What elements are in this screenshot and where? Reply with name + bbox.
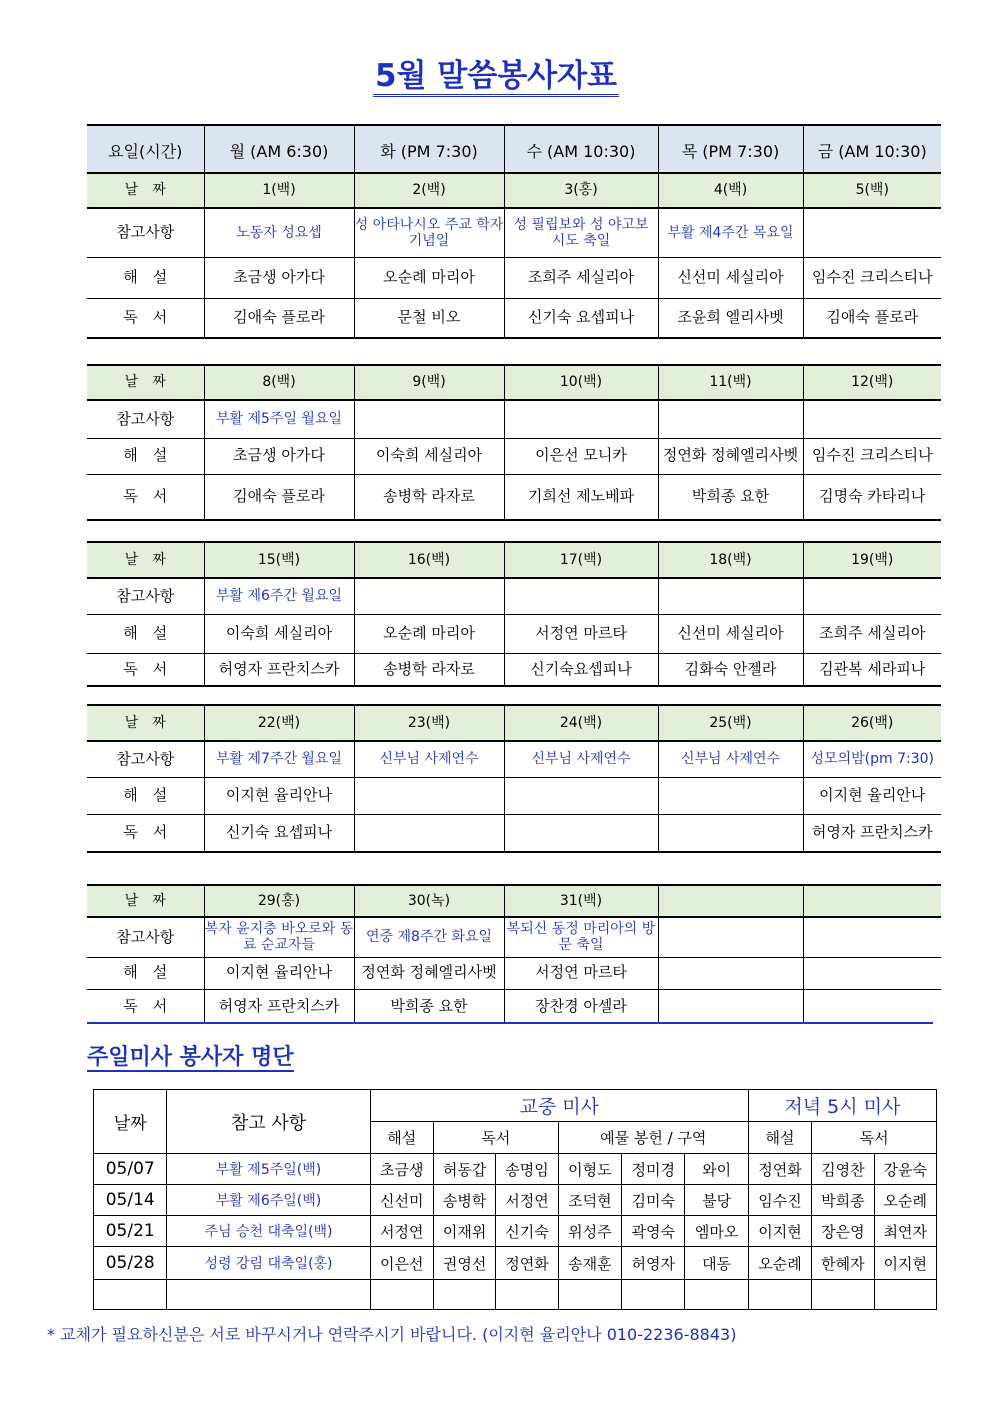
row-label-note: 참고사항 bbox=[87, 741, 204, 777]
reading-cell: 허영자 프란치스카 bbox=[803, 814, 941, 852]
row-label-note: 참고사항 bbox=[87, 917, 204, 957]
empty-cell bbox=[496, 1280, 558, 1310]
reading-cell: 허영자 프란치스카 bbox=[204, 989, 354, 1023]
reading-cell: 김애숙 플로라 bbox=[803, 298, 941, 338]
week-table-1 bbox=[87, 172, 941, 339]
name-cell: 초금생 bbox=[370, 1154, 433, 1185]
date-cell: 23(백) bbox=[354, 705, 504, 741]
row-label-commentary: 해 설 bbox=[87, 614, 204, 653]
row-label-reading: 독 서 bbox=[123, 996, 168, 1015]
commentary-cell: 이숙희 세실리아 bbox=[204, 614, 354, 653]
commentary-cell: 이지현 율리안나 bbox=[204, 957, 354, 989]
note-cell: 연중 제8주간 화요일 bbox=[354, 917, 504, 957]
commentary-cell: 조희주 세실리아 bbox=[803, 614, 941, 653]
reading-cell: 송병학 라자로 bbox=[354, 474, 504, 520]
name-cell: 김영찬 bbox=[812, 1154, 874, 1185]
empty-cell bbox=[94, 1280, 167, 1310]
reading-cell: 기희선 제노베파 bbox=[504, 474, 658, 520]
weekday-header bbox=[87, 124, 941, 174]
empty-cell bbox=[812, 1280, 874, 1310]
commentary-cell: 이숙희 세실리아 bbox=[354, 438, 504, 474]
week-table-5 bbox=[87, 884, 941, 1023]
name-cell: 허동갑 bbox=[433, 1154, 495, 1185]
reading-cell: 송병학 라자로 bbox=[354, 653, 504, 686]
group-evening-mass: 저녁 5시 미사 bbox=[748, 1090, 936, 1122]
commentary-cell: 오순례 마리아 bbox=[354, 257, 504, 298]
header-day: 월 (AM 6:30) bbox=[204, 125, 354, 174]
empty-cell bbox=[748, 1280, 811, 1310]
note-cell: 성모의밤(pm 7:30) bbox=[803, 741, 941, 777]
date-cell: 17(백) bbox=[504, 542, 658, 578]
week-table-4 bbox=[87, 704, 941, 853]
name-cell: 강윤숙 bbox=[874, 1154, 936, 1185]
note-cell bbox=[504, 578, 658, 614]
note-cell: 부활 제4주간 목요일 bbox=[658, 208, 803, 257]
week-table-3 bbox=[87, 541, 941, 687]
date-cell: 31(백) bbox=[504, 885, 658, 917]
name-cell: 서정연 bbox=[496, 1185, 558, 1216]
reading-cell bbox=[658, 989, 803, 1023]
commentary-cell bbox=[658, 777, 803, 814]
note-cell: 부활 제7주간 월요일 bbox=[204, 741, 354, 777]
note-cell: 복되신 동정 마리아의 방문 축일 bbox=[504, 917, 658, 957]
commentary-cell: 신선미 세실리아 bbox=[658, 614, 803, 653]
commentary-cell: 초금생 아가다 bbox=[204, 438, 354, 474]
empty-cell bbox=[622, 1280, 685, 1310]
sunday-date: 05/21 bbox=[94, 1216, 167, 1247]
note-cell: 성 필립보와 성 야고보 시도 축일 bbox=[504, 208, 658, 257]
date-cell: 24(백) bbox=[504, 705, 658, 741]
commentary-cell bbox=[504, 777, 658, 814]
name-cell: 최연자 bbox=[874, 1216, 936, 1247]
row-label-date: 날 짜 bbox=[87, 173, 204, 208]
name-cell: 이지현 bbox=[748, 1216, 811, 1247]
sunday-note: 주님 승천 대축일(백) bbox=[167, 1216, 370, 1247]
note-cell: 부활 제6주간 월요일 bbox=[204, 578, 354, 614]
reading-cell: 박희종 요한 bbox=[658, 474, 803, 520]
name-cell: 김미숙 bbox=[622, 1185, 685, 1216]
date-cell: 8(백) bbox=[204, 365, 354, 400]
sunday-table bbox=[93, 1089, 937, 1310]
date-cell: 9(백) bbox=[354, 365, 504, 400]
commentary-cell: 조희주 세실리아 bbox=[504, 257, 658, 298]
reading-cell: 신기숙 요셉피나 bbox=[504, 298, 658, 338]
note-cell bbox=[803, 578, 941, 614]
col-date-header: 날짜 bbox=[94, 1090, 167, 1154]
note-cell bbox=[658, 578, 803, 614]
date-cell: 12(백) bbox=[803, 365, 941, 400]
row-label-note: 참고사항 bbox=[87, 400, 204, 438]
row-label-date: 날 짜 bbox=[87, 885, 204, 917]
date-cell: 26(백) bbox=[803, 705, 941, 741]
group-main-mass: 교중 미사 bbox=[370, 1090, 748, 1122]
date-cell: 25(백) bbox=[658, 705, 803, 741]
header-day: 수 (AM 10:30) bbox=[504, 125, 658, 174]
note-cell: 노동자 성요셉 bbox=[204, 208, 354, 257]
date-cell: 22(백) bbox=[204, 705, 354, 741]
commentary-cell: 이지현 율리안나 bbox=[803, 777, 941, 814]
name-cell: 정연화 bbox=[748, 1154, 811, 1185]
date-cell bbox=[658, 885, 803, 917]
row-label-commentary: 해 설 bbox=[87, 777, 204, 814]
sunday-note: 성령 강림 대축일(홍) bbox=[167, 1247, 370, 1280]
name-cell: 위성주 bbox=[558, 1216, 621, 1247]
commentary-cell: 초금생 아가다 bbox=[204, 257, 354, 298]
row-label-note: 참고사항 bbox=[87, 578, 204, 614]
reading-cell: 장찬경 아셀라 bbox=[504, 989, 658, 1023]
reading-cell: 조윤희 엘리사벳 bbox=[658, 298, 803, 338]
row-label-reading: 독 서 bbox=[87, 298, 204, 338]
name-cell: 곽영숙 bbox=[622, 1216, 685, 1247]
empty-cell bbox=[370, 1280, 433, 1310]
name-cell: 이지현 bbox=[874, 1247, 936, 1280]
reading-cell: 허영자 프란치스카 bbox=[204, 653, 354, 686]
name-cell: 조덕현 bbox=[558, 1185, 621, 1216]
note-cell: 성 아타나시오 주교 학자 기념일 bbox=[354, 208, 504, 257]
name-cell: 신선미 bbox=[370, 1185, 433, 1216]
empty-cell bbox=[685, 1280, 748, 1310]
note-cell bbox=[504, 400, 658, 438]
empty-cell bbox=[874, 1280, 936, 1310]
date-cell: 30(녹) bbox=[354, 885, 504, 917]
sub-ev-commentary: 해설 bbox=[748, 1122, 811, 1154]
date-cell: 29(홍) bbox=[204, 885, 354, 917]
date-cell: 1(백) bbox=[204, 173, 354, 208]
commentary-cell bbox=[803, 957, 941, 989]
name-cell: 이은선 bbox=[370, 1247, 433, 1280]
header-day: 화 (PM 7:30) bbox=[354, 125, 504, 174]
week-table-2 bbox=[87, 364, 941, 521]
col-note-header: 참고 사항 bbox=[167, 1090, 370, 1154]
note-cell: 신부님 사제연수 bbox=[504, 741, 658, 777]
row-label-commentary: 해 설 bbox=[87, 257, 204, 298]
note-cell bbox=[803, 400, 941, 438]
note-cell: 복자 윤지충 바오로와 동료 순교자들 bbox=[204, 917, 354, 957]
name-cell: 정연화 bbox=[496, 1247, 558, 1280]
name-cell: 허영자 bbox=[622, 1247, 685, 1280]
row-label-date: 날 짜 bbox=[87, 542, 204, 578]
reading-cell: 문철 비오 bbox=[354, 298, 504, 338]
reading-cell bbox=[504, 814, 658, 852]
name-cell: 권영선 bbox=[433, 1247, 495, 1280]
date-cell: 16(백) bbox=[354, 542, 504, 578]
zone-cell: 대동 bbox=[685, 1247, 748, 1280]
date-cell: 10(백) bbox=[504, 365, 658, 400]
header-day: 금 (AM 10:30) bbox=[803, 125, 941, 174]
reading-cell: 김명숙 카타리나 bbox=[803, 474, 941, 520]
sunday-date: 05/07 bbox=[94, 1154, 167, 1185]
name-cell: 이형도 bbox=[558, 1154, 621, 1185]
note-cell: 신부님 사제연수 bbox=[354, 741, 504, 777]
commentary-cell: 임수진 크리스티나 bbox=[803, 438, 941, 474]
name-cell: 송재훈 bbox=[558, 1247, 621, 1280]
commentary-cell: 서정연 마르타 bbox=[504, 614, 658, 653]
name-cell: 장은영 bbox=[812, 1216, 874, 1247]
note-cell bbox=[354, 578, 504, 614]
header-label: 요일(시간) bbox=[87, 125, 204, 174]
reading-cell: 신기숙요셉피나 bbox=[504, 653, 658, 686]
note-cell bbox=[803, 917, 941, 957]
commentary-cell: 정연화 정혜엘리사벳 bbox=[354, 957, 504, 989]
name-cell: 신기숙 bbox=[496, 1216, 558, 1247]
reading-cell bbox=[354, 814, 504, 852]
zone-cell: 와이 bbox=[685, 1154, 748, 1185]
name-cell: 오순례 bbox=[874, 1185, 936, 1216]
name-cell: 서정연 bbox=[370, 1216, 433, 1247]
note-cell bbox=[658, 400, 803, 438]
name-cell: 박희종 bbox=[812, 1185, 874, 1216]
row-label-reading: 독 서 bbox=[87, 474, 204, 520]
name-cell: 정미경 bbox=[622, 1154, 685, 1185]
commentary-cell bbox=[658, 957, 803, 989]
date-cell: 5(백) bbox=[803, 173, 941, 208]
date-cell: 15(백) bbox=[204, 542, 354, 578]
empty-cell bbox=[558, 1280, 621, 1310]
reading-cell: 신기숙 요셉피나 bbox=[204, 814, 354, 852]
reading-cell bbox=[658, 814, 803, 852]
commentary-cell: 오순례 마리아 bbox=[354, 614, 504, 653]
date-cell: 18(백) bbox=[658, 542, 803, 578]
date-cell: 2(백) bbox=[354, 173, 504, 208]
row-label-date: 날 짜 bbox=[87, 705, 204, 741]
empty-cell bbox=[167, 1280, 370, 1310]
sub-commentary: 해설 bbox=[370, 1122, 433, 1154]
reading-cell: 김관복 세라피나 bbox=[803, 653, 941, 686]
commentary-cell: 임수진 크리스티나 bbox=[803, 257, 941, 298]
note-cell bbox=[658, 917, 803, 957]
zone-cell: 엠마오 bbox=[685, 1216, 748, 1247]
sunday-note: 부활 제5주일(백) bbox=[167, 1154, 370, 1185]
row-label-commentary: 해 설 bbox=[87, 438, 204, 474]
note-cell: 신부님 사제연수 bbox=[658, 741, 803, 777]
reading-cell: 박희종 요한 bbox=[354, 989, 504, 1023]
commentary-cell bbox=[354, 777, 504, 814]
reading-cell: 김화숙 안젤라 bbox=[658, 653, 803, 686]
date-cell: 19(백) bbox=[803, 542, 941, 578]
name-cell: 오순례 bbox=[748, 1247, 811, 1280]
note-cell bbox=[803, 208, 941, 257]
date-cell: 3(홍) bbox=[504, 173, 658, 208]
sunday-note: 부활 제6주일(백) bbox=[167, 1185, 370, 1216]
date-cell bbox=[803, 885, 941, 917]
reading-cell bbox=[803, 989, 941, 1023]
page-title: 5월 말씀봉사자표 bbox=[0, 50, 992, 95]
reading-cell: 김애숙 플로라 bbox=[204, 298, 354, 338]
header-day: 목 (PM 7:30) bbox=[658, 125, 803, 174]
row-label-note: 참고사항 bbox=[87, 208, 204, 257]
note-cell bbox=[354, 400, 504, 438]
footer-note: * 교체가 필요하신분은 서로 바꾸시거나 연락주시기 바랍니다. (이지현 율리안나 010-2236-8843) bbox=[47, 1325, 737, 1344]
row-label-commentary: 해 설 bbox=[87, 957, 204, 989]
name-cell: 임수진 bbox=[748, 1185, 811, 1216]
row-label-reading: 독 서 bbox=[87, 814, 204, 852]
row-label-date: 날 짜 bbox=[87, 365, 204, 400]
empty-cell bbox=[433, 1280, 495, 1310]
commentary-cell: 신선미 세실리아 bbox=[658, 257, 803, 298]
commentary-cell: 정연화 정혜엘리사벳 bbox=[658, 438, 803, 474]
name-cell: 한혜자 bbox=[812, 1247, 874, 1280]
date-cell: 11(백) bbox=[658, 365, 803, 400]
sub-offering: 예물 봉헌 / 구역 bbox=[558, 1122, 748, 1154]
note-cell: 부활 제5주일 월요일 bbox=[204, 400, 354, 438]
row-label-reading: 독 서 bbox=[87, 653, 204, 686]
name-cell: 이재위 bbox=[433, 1216, 495, 1247]
sub-reading: 독서 bbox=[433, 1122, 558, 1154]
zone-cell: 불당 bbox=[685, 1185, 748, 1216]
sunday-date: 05/28 bbox=[94, 1247, 167, 1280]
date-cell: 4(백) bbox=[658, 173, 803, 208]
name-cell: 송명임 bbox=[496, 1154, 558, 1185]
sunday-heading: 주일미사 봉사자 명단 bbox=[87, 1045, 294, 1070]
commentary-cell: 이지현 율리안나 bbox=[204, 777, 354, 814]
divider bbox=[87, 1022, 933, 1024]
commentary-cell: 이은선 모니카 bbox=[504, 438, 658, 474]
name-cell: 송병학 bbox=[433, 1185, 495, 1216]
commentary-cell: 서정연 마르타 bbox=[504, 957, 658, 989]
sub-ev-reading: 독서 bbox=[812, 1122, 937, 1154]
reading-cell: 김애숙 플로라 bbox=[204, 474, 354, 520]
sunday-date: 05/14 bbox=[94, 1185, 167, 1216]
